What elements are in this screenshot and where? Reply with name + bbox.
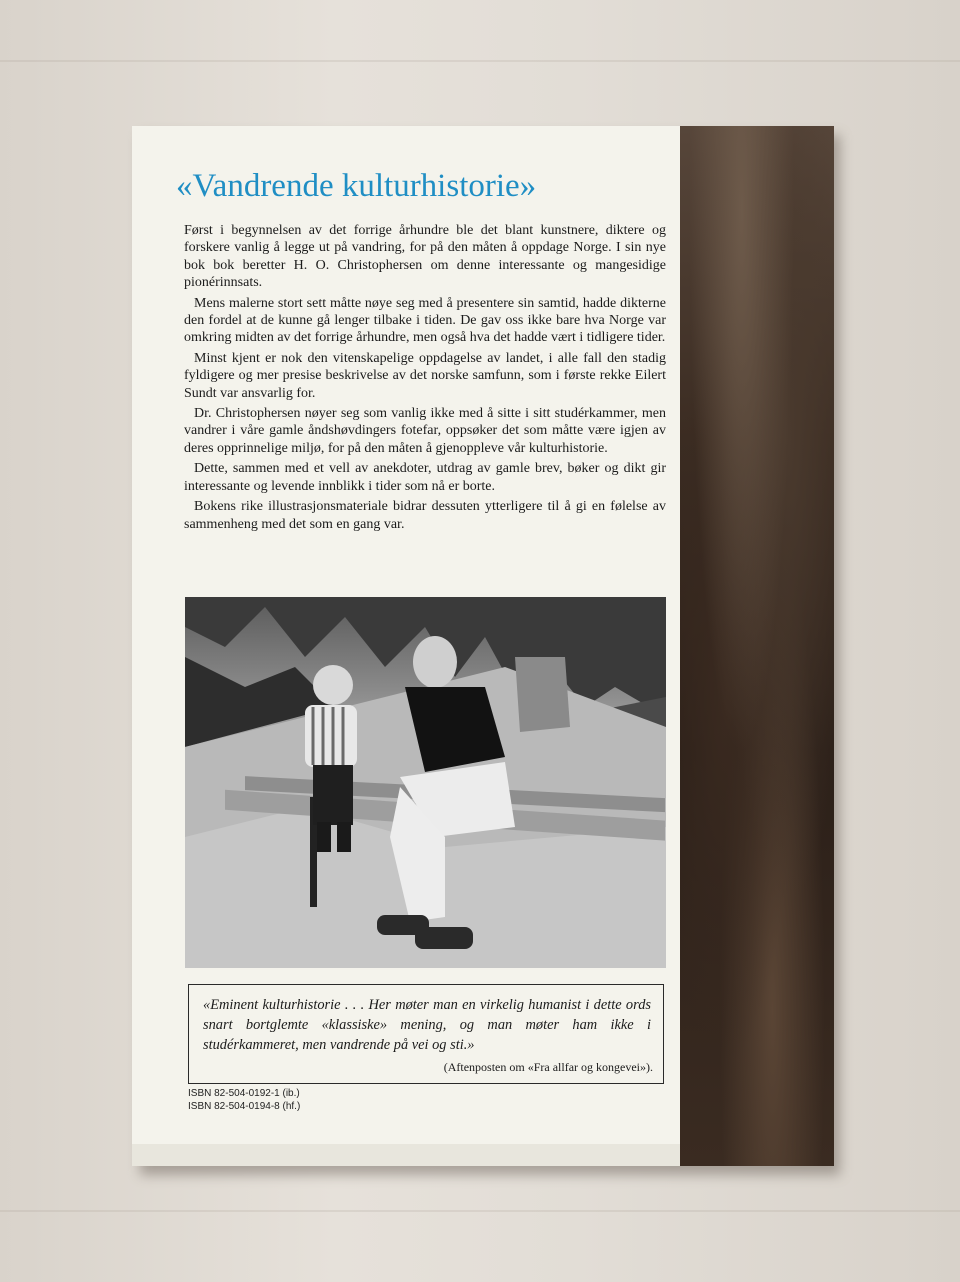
cover-title: «Vandrende kulturhistorie»	[176, 168, 537, 204]
blurb-paragraph: Minst kjent er nok den vitenskapelige oppdagelse av landet, i alle fall den stadig fyldigere og mer presise beskrivelse av det norske samfunn, som i første rekke Eilert Sundt var ansvarlig for.	[184, 350, 666, 401]
blurb-paragraph: Mens malerne stort sett måtte nøye seg med å presentere sin samtid, hadde dikterne den fordel at de kunne gå lenger tilbake i tiden. De gav oss ikke bare hva Norge var omkring midten av det forrige århundre, men også hva det hadde vært i tidligere tider.	[184, 295, 666, 346]
review-source: (Aftenposten om «Fra allfar og kongevei»).	[443, 1060, 653, 1074]
review-quote: «Eminent kulturhistorie . . . Her møter man en virkelig humanist i dette ords snart bortglemte «klassiske» mening, og man møter ham ikke i studérkammeret, men vandrende på vei og sti.»	[203, 997, 651, 1053]
blurb-paragraph: Bokens rike illustrasjonsmateriale bidrar dessuten ytterligere til å gi en følelse av sammenheng med det som en gang var.	[184, 499, 666, 532]
author-photo	[185, 597, 666, 968]
review-quote-box	[188, 984, 664, 1084]
blurb-paragraph: Dr. Christophersen nøyer seg som vanlig ikke med å sitte i sitt studérkammer, men vandrer i våre gamle åndshøvdingers fotefar, oppsøker det som måtte være igjen av deres opprinnelige miljø, for på den måten å gjenoppleve vår kulturhistorie.	[184, 406, 666, 456]
floor-seam	[0, 60, 960, 62]
isbn-line: ISBN 82-504-0194-8 (hf.)	[188, 1101, 301, 1112]
blurb-text	[184, 222, 666, 536]
floor-seam	[0, 1210, 960, 1212]
book-back-cover	[132, 126, 834, 1166]
text-panel	[132, 126, 680, 1144]
photo-illustration	[185, 597, 666, 968]
cover-painting	[680, 126, 834, 1166]
isbn-line: ISBN 82-504-0192-1 (ib.)	[188, 1088, 300, 1099]
isbn-block	[188, 1087, 300, 1113]
cover-bottom-edge	[132, 1144, 680, 1166]
blurb-paragraph: Først i begynnelsen av det forrige århundre ble det blant kunstnere, diktere og forskere vanlig å legge ut på vandring, for på den måten å oppdage Norge. I sin nye bok bok beretter H. O. Christophersen om denne interessante og mangesidige pionérinnsats.	[184, 223, 666, 291]
blurb-paragraph: Dette, sammen med et vell av anekdoter, utdrag av gamle brev, bøker og dikt gir interessante og levende innblikk i tider som nå er borte.	[184, 461, 666, 494]
